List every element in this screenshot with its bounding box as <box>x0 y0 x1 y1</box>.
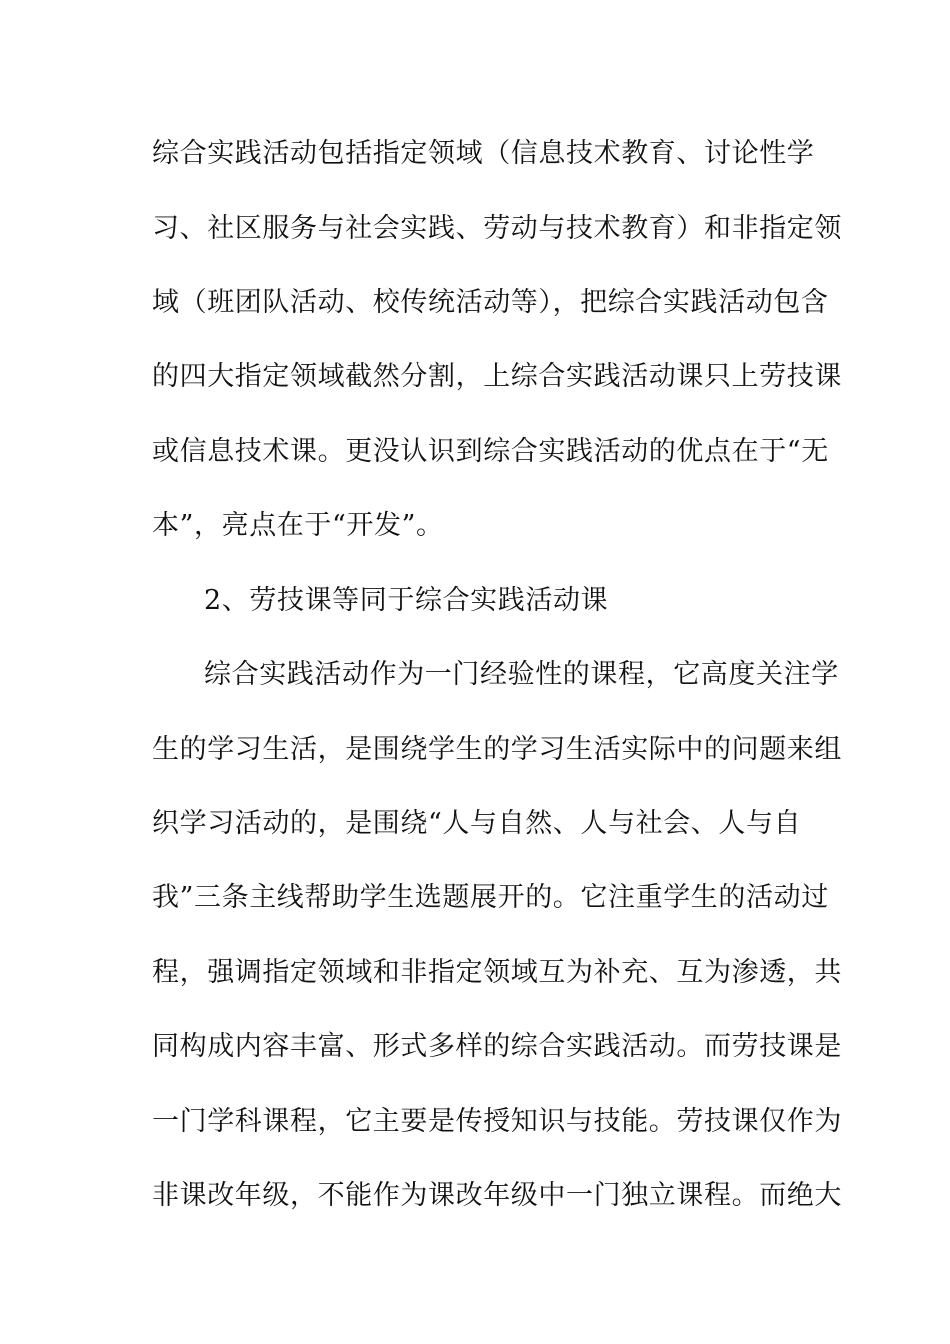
paragraph-line: 习、社区服务与社会实践、劳动与技术教育）和非指定领 <box>152 213 842 244</box>
paragraph-line: 织学习活动的，是围绕“人与自然、人与社会、人与自 <box>152 808 802 839</box>
paragraph-line: 域（班团队活动、校传统活动等），把综合实践活动包含 <box>152 287 829 318</box>
paragraph-line: 程，强调指定领域和非指定领域互为补充、互为渗透，共 <box>152 957 842 988</box>
paragraph-line: 一门学科课程，它主要是传授知识与技能。劳技课仅作为 <box>152 1106 842 1137</box>
section-heading: 2、劳技课等同于综合实践活动课 <box>204 585 609 616</box>
paragraph-line: 或信息技术课。更没认识到综合实践活动的优点在于“无 <box>152 436 829 467</box>
paragraph-line: 综合实践活动包括指定领域（信息技术教育、讨论性学 <box>152 138 815 169</box>
paragraph-line: 非课改年级，不能作为课改年级中一门独立课程。而绝大 <box>152 1180 842 1211</box>
paragraph-line: 的四大指定领域截然分割，上综合实践活动课只上劳技课 <box>152 361 842 392</box>
paragraph-line: 生的学习生活，是围绕学生的学习生活实际中的问题来组 <box>152 734 842 765</box>
paragraph-line: 我”三条主线帮助学生选题展开的。它注重学生的活动过 <box>152 882 829 913</box>
paragraph-line: 综合实践活动作为一门经验性的课程，它高度关注学 <box>204 659 839 690</box>
paragraph-line: 本”，亮点在于“开发”。 <box>152 510 444 541</box>
paragraph-line: 同构成内容丰富、形式多样的综合实践活动。而劳技课是 <box>152 1031 842 1062</box>
